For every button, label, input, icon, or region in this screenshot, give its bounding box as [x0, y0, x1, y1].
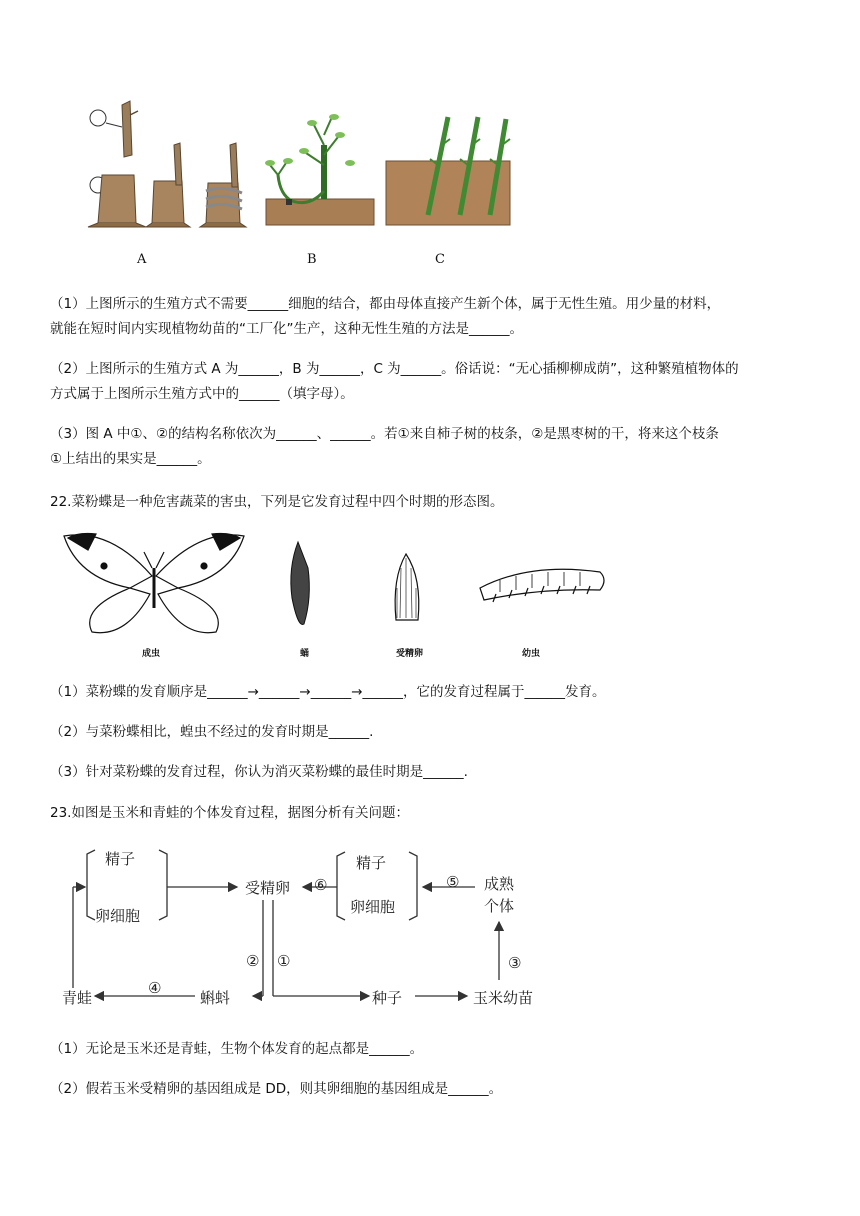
- caption-larva: 幼虫: [522, 649, 541, 659]
- egg-drawing: [395, 554, 419, 620]
- q22-part1: （1）菜粉蝶的发育顺序是______→______→______→______，它的发育过程属于______发育。: [50, 684, 606, 700]
- step-3-marker: ③: [508, 954, 522, 972]
- tadpole-label: 蝌蚪: [200, 989, 231, 1007]
- left-sperm-label: 精子: [105, 850, 136, 868]
- mature-label-line2: 个体: [484, 897, 515, 915]
- left-egg-cell-label: 卵细胞: [95, 907, 141, 925]
- reproduction-illustration: [80, 95, 520, 275]
- seedling-label: 玉米幼苗: [473, 989, 534, 1007]
- right-sperm-label: 精子: [356, 854, 387, 872]
- step-5-marker: ⑤: [446, 873, 460, 891]
- figure-label-a: A: [137, 252, 147, 267]
- q23-part2: （2）假若玉米受精卵的基因组成是 DD，则其卵细胞的基因组成是______。: [50, 1081, 503, 1097]
- pupa-drawing: [291, 542, 309, 624]
- step-6-marker: ⑥: [314, 876, 328, 894]
- q22-part3: （3）针对菜粉蝶的发育过程，你认为消灭菜粉蝶的最佳时期是______.: [50, 764, 468, 780]
- q21-part2-line1: （2）上图所示的生殖方式 A 为______，B 为______，C 为______。俗话说：“无心插柳柳成荫”，这种繁殖植物体的: [50, 361, 739, 377]
- seed-label: 种子: [372, 989, 403, 1007]
- figure-label-c: C: [435, 252, 445, 267]
- butterfly-stages-illustration: [60, 528, 620, 638]
- q23-title: 23.如图是玉米和青蛙的个体发育过程，据图分析有关问题：: [50, 805, 409, 821]
- step-1-marker: ①: [277, 952, 291, 970]
- q23-part1: （1）无论是玉米还是青蛙，生物个体发育的起点都是______。: [50, 1041, 424, 1057]
- step-2-marker: ②: [246, 952, 260, 970]
- q21-part3-line1: （3）图 A 中①、②的结构名称依次为______、______。若①来自柿子树的枝条，②是黑枣树的干，将来这个枝条: [50, 426, 719, 442]
- reproduction-figure: [80, 95, 520, 275]
- step-4-marker: ④: [148, 979, 162, 997]
- caption-egg: 受精卵: [396, 649, 424, 659]
- zygote-label: 受精卵: [245, 879, 291, 897]
- q21-part3-line2: ①上结出的果实是______。: [50, 451, 211, 467]
- butterfly-stages-figure: [60, 528, 620, 638]
- larva-drawing: [480, 569, 604, 602]
- q21-part1-line2: 就能在短时间内实现植物幼苗的“工厂化”生产，这种无性生殖的方法是______。: [50, 321, 523, 337]
- q21-part1-line1: （1）上图所示的生殖方式不需要______细胞的结合，都由母体直接产生新个体，属于无性生殖。用少量的材料，: [50, 296, 721, 312]
- q22-part2: （2）与菜粉蝶相比，蝗虫不经过的发育时期是______.: [50, 724, 374, 740]
- adult-butterfly-drawing: [64, 534, 244, 633]
- right-egg-cell-label: 卵细胞: [350, 898, 396, 916]
- q22-title: 22.菜粉蝶是一种危害蔬菜的害虫，下列是它发育过程中四个时期的形态图。: [50, 494, 504, 510]
- caption-pupa: 蛹: [300, 649, 310, 659]
- mature-label-line1: 成熟: [484, 875, 515, 893]
- figure-label-b: B: [307, 252, 317, 267]
- q21-part2-line2: 方式属于上图所示生殖方式中的______（填字母）。: [50, 386, 354, 402]
- caption-adult: 成虫: [142, 649, 161, 659]
- frog-label: 青蛙: [62, 989, 93, 1007]
